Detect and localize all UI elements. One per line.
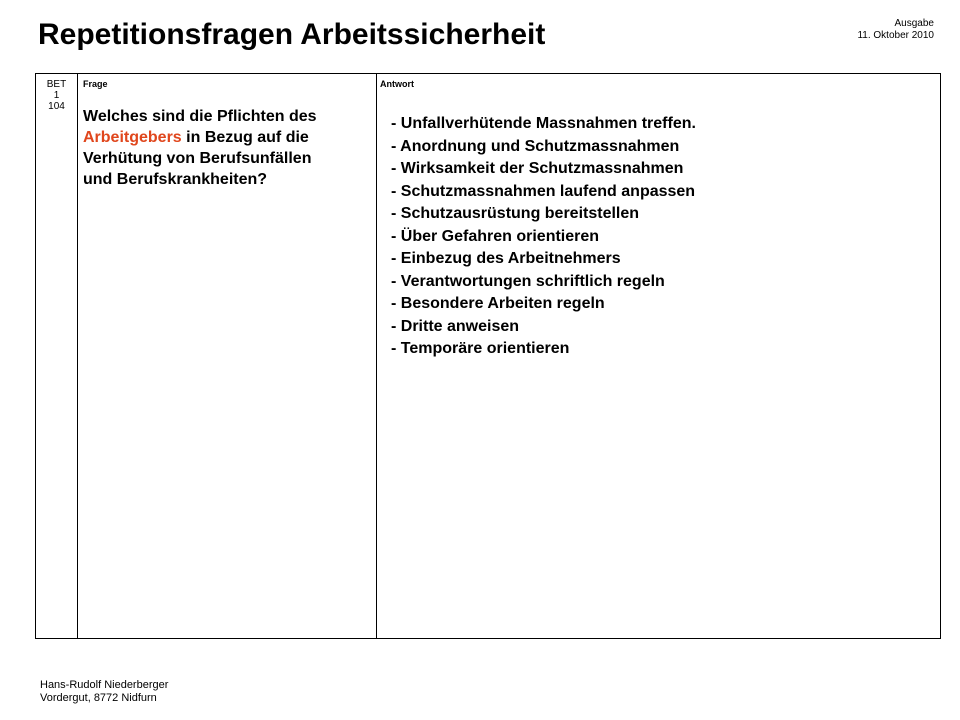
- answer-item: - Verantwortungen schriftlich regeln: [391, 272, 665, 290]
- answer-list: [391, 113, 696, 361]
- answer-item: - Besondere Arbeiten regeln: [391, 295, 605, 312]
- answer-item: - Schutzmassnahmen laufend anpassen: [391, 182, 696, 200]
- footer-author-name: Hans-Rudolf Niederberger: [40, 679, 169, 691]
- page-title: Repetitionsfragen Arbeitssicherheit: [38, 18, 546, 51]
- answer-column: [377, 74, 940, 638]
- question-column-label: Frage: [83, 79, 108, 89]
- answer-item: - Über Gefahren orientieren: [391, 227, 600, 245]
- card-id-category: BET: [46, 79, 67, 90]
- answer-item: - Anordnung und Schutzmassnahmen: [391, 137, 680, 155]
- question-highlight: Arbeitgebers: [83, 129, 182, 146]
- question-text-after: in Bezug auf die Verhütung von Berufsunfällen und Berufskrankheiten?: [83, 129, 312, 188]
- footer-author-address: Vordergut, 8772 Nidfurn: [40, 692, 157, 704]
- question-column: [78, 74, 377, 638]
- answer-item: - Temporäre orientieren: [391, 340, 570, 357]
- question-card: [35, 73, 941, 639]
- edition-info: [857, 18, 934, 42]
- answer-item: - Unfallverhütende Massnahmen treffen.: [391, 115, 696, 132]
- answer-item: - Schutzausrüstung bereitstellen: [391, 205, 640, 222]
- question-text-before: Welches sind die Pflichten des: [83, 108, 317, 125]
- edition-date: 11. Oktober 2010: [857, 30, 934, 41]
- answer-item: - Dritte anweisen: [391, 317, 520, 335]
- card-id-column: [36, 74, 78, 638]
- answer-item: - Wirksamkeit der Schutzmassnahmen: [391, 160, 684, 177]
- answer-item: - Einbezug des Arbeitnehmers: [391, 250, 621, 267]
- footer-author-info: [40, 679, 168, 705]
- answer-column-label: Antwort: [380, 79, 414, 89]
- edition-label: Ausgabe: [894, 18, 934, 29]
- card-id-level: 1: [53, 90, 60, 101]
- card-id-number: 104: [48, 101, 65, 112]
- question-text: [83, 106, 328, 190]
